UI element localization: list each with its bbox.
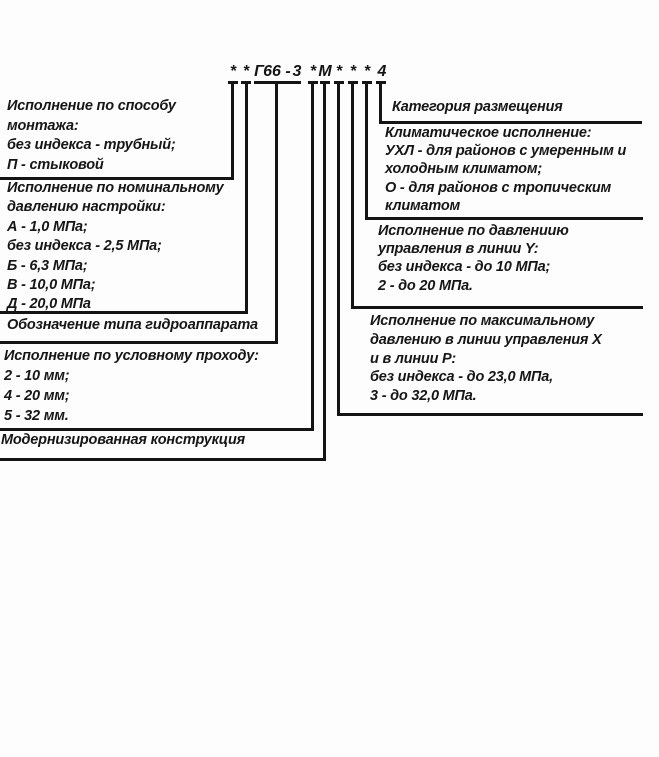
label-line: 2 - 10 мм;: [4, 368, 70, 384]
label-line: Д - 20,0 МПа: [7, 296, 91, 313]
code-star-2: *: [242, 63, 250, 80]
label-line: 4 - 20 мм;: [4, 388, 70, 404]
rule-control-pressure-y: [351, 306, 643, 309]
code-number-3: 3: [292, 63, 302, 80]
label-line: В - 10,0 МПа;: [7, 277, 96, 294]
code-star-3: *: [309, 63, 317, 80]
label-line: Модернизированная конструкция: [1, 432, 245, 448]
code-number-4: 4: [377, 63, 387, 80]
connector-placement-category: [379, 81, 382, 124]
label-line: Исполнение по способу: [7, 98, 176, 114]
connector-type-designation: [275, 81, 278, 344]
code-star-1: *: [229, 63, 237, 80]
connector-mounting-method: [231, 81, 234, 180]
connector-max-pressure-x-p: [337, 81, 340, 416]
label-line: холодным климатом;: [385, 161, 542, 178]
label-line: монтажа:: [7, 117, 79, 134]
code-star-5: *: [349, 63, 357, 80]
label-line: А - 1,0 МПа;: [7, 218, 88, 235]
code-letter-m: М: [318, 63, 332, 80]
label-modernized-design: [1, 431, 245, 451]
code-star-4: *: [335, 63, 343, 80]
label-line: климатом: [385, 197, 461, 214]
connector-control-pressure-y: [351, 81, 354, 309]
label-line: без индекса - 2,5 МПа;: [7, 238, 162, 255]
label-line: давлению настройки:: [7, 199, 166, 216]
code-letter-g: Г: [254, 63, 264, 80]
label-max-pressure-x-p: [370, 312, 602, 406]
label-line: П - стыковой: [7, 157, 104, 174]
label-line: 3 - до 32,0 МПа.: [370, 388, 477, 405]
code-star-6: *: [363, 63, 371, 80]
label-climatic-version: [385, 124, 626, 215]
label-line: управления в линии Y:: [378, 241, 539, 258]
label-line: 5 - 32 мм.: [4, 408, 69, 424]
label-type-designation: [7, 316, 258, 336]
code-dash: -: [285, 63, 291, 80]
label-line: 2 - до 20 МПа.: [378, 277, 473, 294]
rule-max-pressure-x-p: [337, 413, 643, 416]
label-line: Обозначение типа гидроаппарата: [7, 317, 258, 333]
label-line: Исполнение по давлениию: [378, 223, 569, 239]
label-line: Исполнение по максимальному: [370, 313, 595, 329]
connector-nominal-bore: [311, 81, 314, 431]
label-line: без индекса - до 10 МПа;: [378, 259, 551, 276]
rule-modernized-design: [0, 458, 326, 461]
label-line: без индекса - трубный;: [7, 137, 176, 154]
rule-type-designation: [0, 341, 278, 344]
label-line: без индекса - до 23,0 МПа,: [370, 369, 553, 386]
label-line: Категория размещения: [392, 99, 563, 115]
connector-nominal-pressure: [245, 81, 248, 314]
label-nominal-bore: [4, 346, 259, 426]
label-nominal-pressure: [7, 179, 224, 315]
label-line: Исполнение по условному проходу:: [4, 348, 259, 364]
label-line: Исполнение по номинальному: [7, 180, 224, 196]
label-placement-category: [392, 98, 563, 118]
connector-climatic-version: [365, 81, 368, 220]
rule-climatic-version: [365, 217, 643, 220]
label-mounting-method: [7, 97, 176, 176]
label-control-pressure-y: [378, 222, 569, 295]
connector-modernized-design: [323, 81, 326, 461]
label-line: и в линии Р:: [370, 350, 456, 367]
label-line: О - для районов с тропическим: [385, 179, 612, 196]
label-line: УХЛ - для районов с умеренным и: [385, 143, 627, 160]
label-line: давлению в линии управления Х: [370, 331, 602, 348]
label-line: Б - 6,3 МПа;: [7, 257, 88, 274]
code-number-66: 66: [263, 63, 281, 80]
label-line: Климатическое исполнение:: [385, 125, 592, 141]
